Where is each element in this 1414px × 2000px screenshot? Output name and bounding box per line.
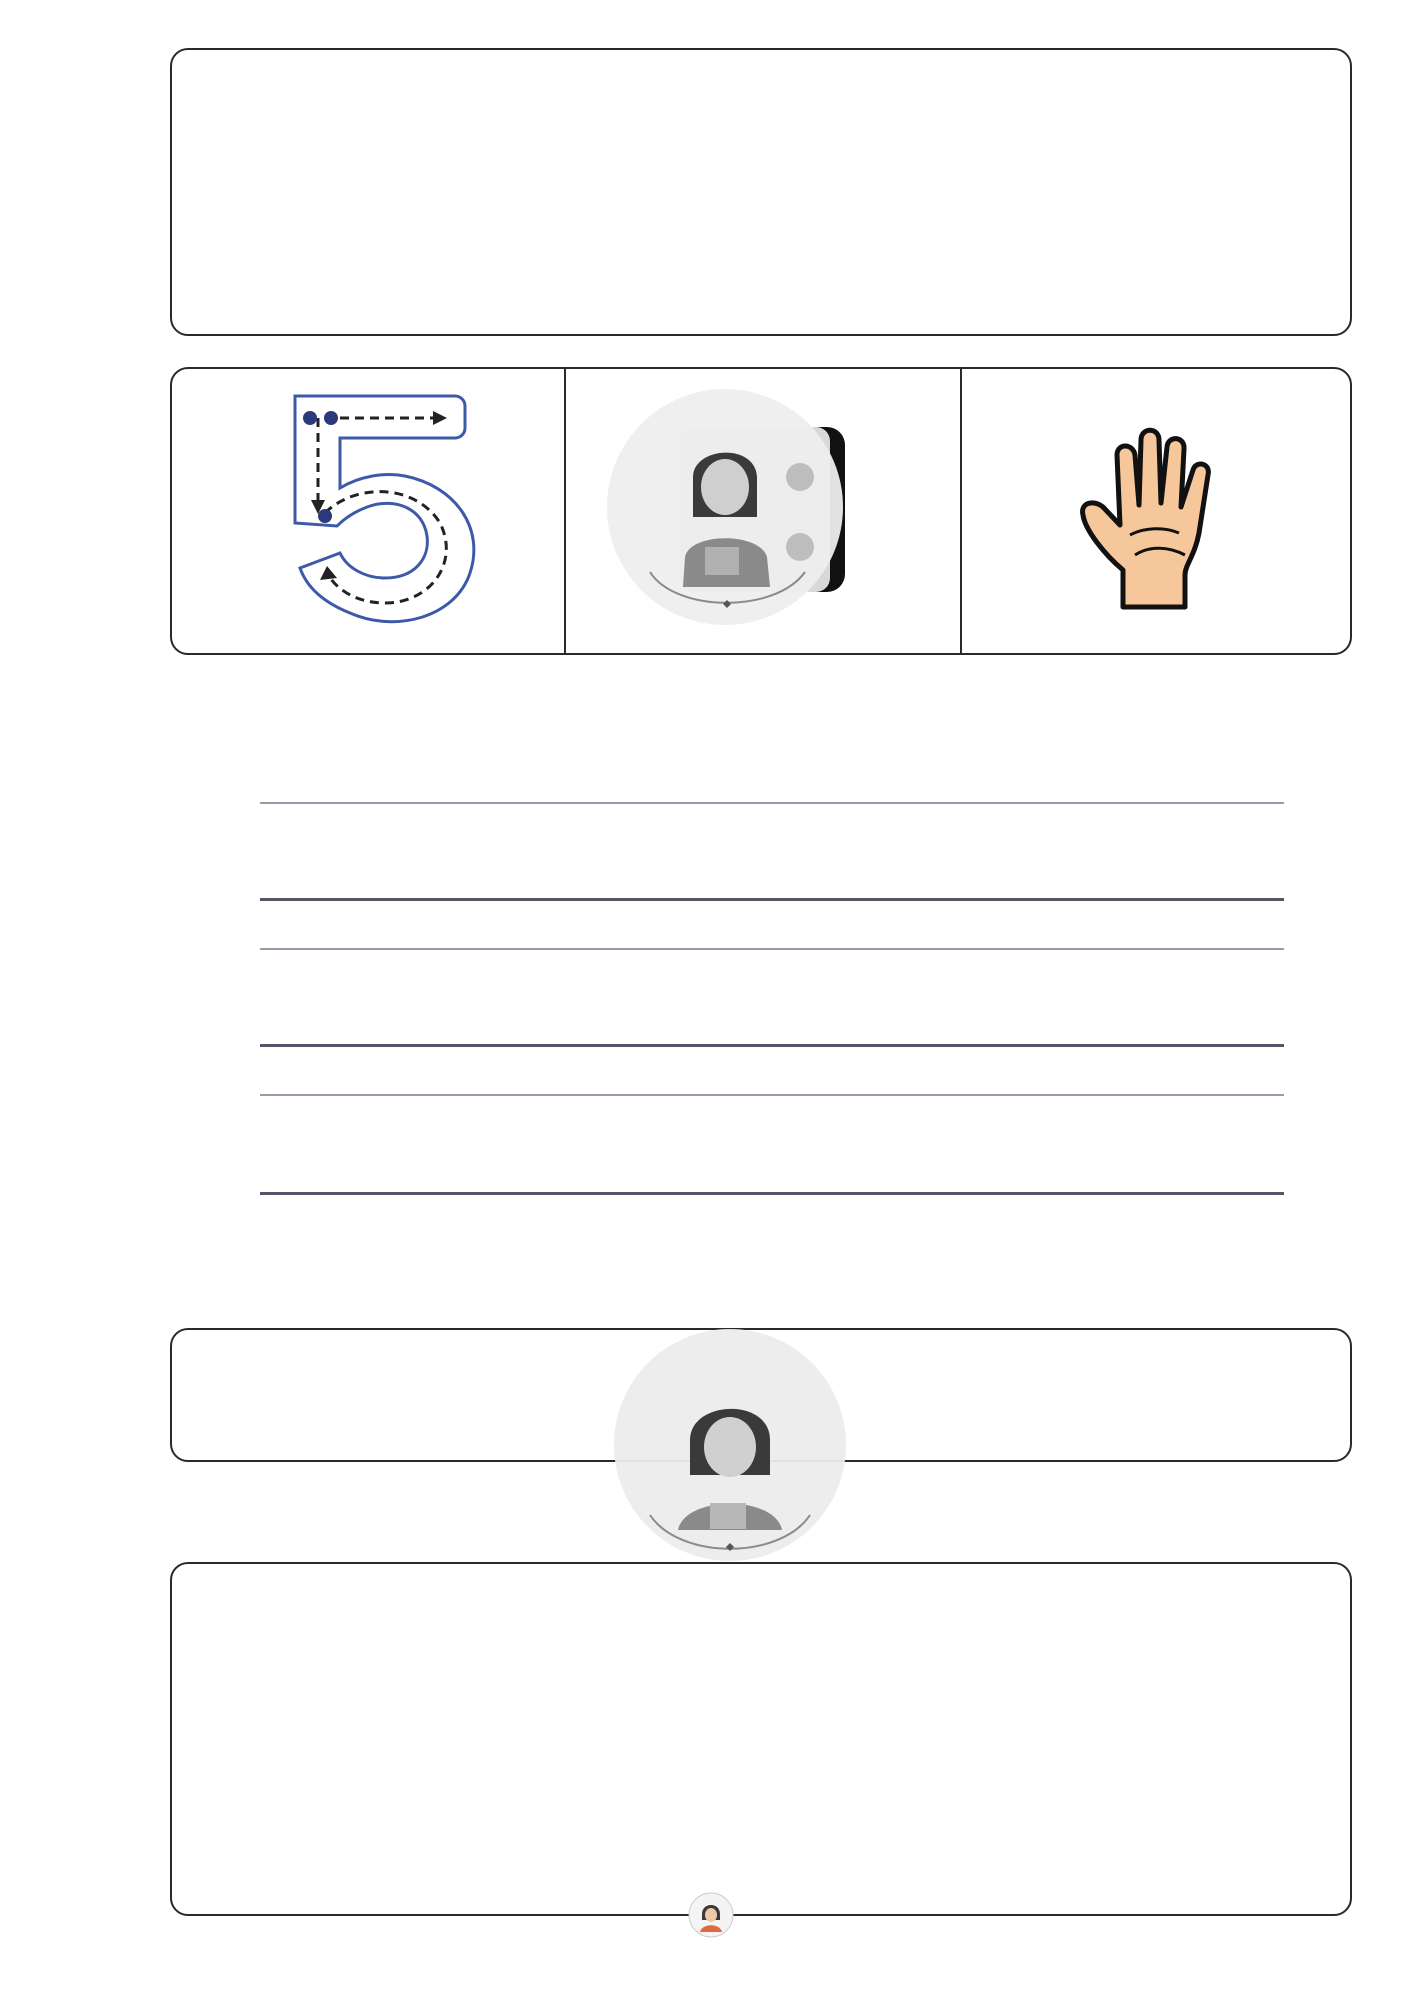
teacher-logo-icon [610, 1325, 850, 1565]
teacher-logo-icon [688, 1892, 734, 1938]
grey-dinosaurs-area [170, 1562, 1348, 1912]
